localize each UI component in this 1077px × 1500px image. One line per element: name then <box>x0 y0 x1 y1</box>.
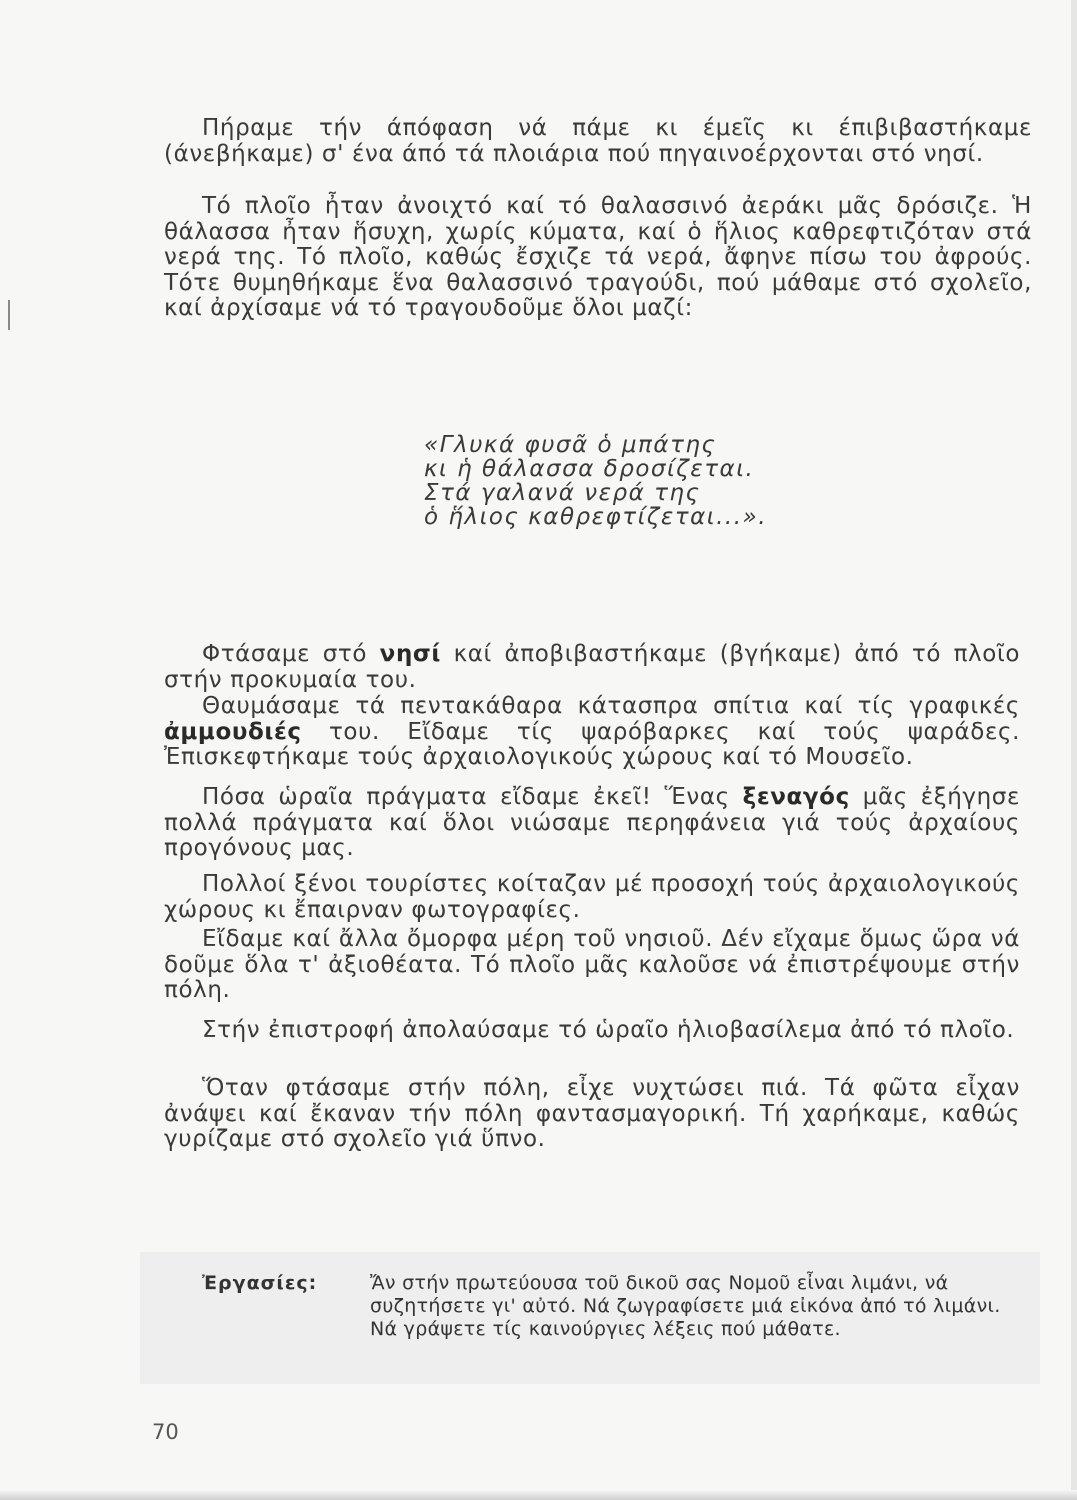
poem-line: ὁ ἥλιος καθρεφτίζεται...». <box>424 504 768 530</box>
paragraph-guide <box>164 785 1020 862</box>
paragraph-sights <box>164 927 1020 1004</box>
keyword-island: νησί <box>379 641 441 667</box>
paragraph-arrival-text-a: Φτάσαμε στό <box>202 641 380 667</box>
paragraph-night-text: Ὅταν φτάσαμε στήν πόλη, εἶχε νυχτώσει πιά. Τά φῶτα εἶχαν ἀνάψει καί ἔκαναν τήν πόλη φαντασμαγορική. Τή χαρήκαμε, καθώς γυρίζαμε στό σχολεῖο γιά ὕπνο. <box>164 1075 1020 1152</box>
poem-line: Στά γαλανά νερά της <box>424 480 701 506</box>
paragraph-sights-text: Εἴδαμε καί ἄλλα ὄμορφα μέρη τοῦ νησιοῦ. Δέν εἴχαμε ὅμως ὥρα νά δοῦμε ὅλα τ' ἀξιοθέατα. Τό πλοῖο μᾶς καλοῦσε νά ἐπιστρέψουμε στήν πόλη. <box>164 926 1020 1003</box>
paragraph-return <box>164 1018 1020 1044</box>
paragraph-intro-1 <box>164 116 1032 167</box>
poem-line: «Γλυκά φυσᾶ ὁ μπάτης <box>424 432 717 458</box>
page-edge <box>1071 0 1077 1500</box>
paragraph-arrival <box>164 642 1020 693</box>
margin-mark <box>8 300 10 330</box>
paragraph-admire-text-a: Θαυμάσαμε τά πεντακάθαρα κάτασπρα σπίτια καί τίς γραφικές <box>202 693 1020 719</box>
keyword-guide: ξεναγός <box>742 784 850 810</box>
paragraph-admire <box>164 694 1020 771</box>
paragraph-intro-2-text: Τό πλοῖο ἦταν ἀνοιχτό καί τό θαλασσινό ἀεράκι μᾶς δρόσιζε. Ἡ θάλασσα ἦταν ἥσυχη, χωρίς κύματα, καί ὁ ἥλιος καθρεφτιζόταν στά νερά της. Τό πλοῖο, καθώς ἔσχιζε τά νερά, ἄφηνε πίσω του ἀφρούς. Τότε θυμηθήκαμε ἕνα θαλασσινό τραγούδι, πού μάθαμε στό σχολεῖο, καί ἀρχίσαμε νά τό τραγουδοῦμε ὅλοι μαζί: <box>164 193 1032 321</box>
tasks-label: Ἐργασίες: <box>202 1272 318 1294</box>
poem-line: κι ἡ θάλασσα δροσίζεται. <box>424 456 755 482</box>
paragraph-return-text: Στήν ἐπιστροφή ἀπολαύσαμε τό ὡραῖο ἡλιοβασίλεμα ἀπό τό πλοῖο. <box>202 1017 1015 1043</box>
paragraph-admire-text-b: του. Εἴδαμε τίς ψαρόβαρκες καί τούς ψαράδες. Ἐπισκεφτήκαμε τούς ἀρχαιολογικούς χώρους καί τό Μουσεῖο. <box>164 718 1020 770</box>
keyword-beaches: ἀμμουδιές <box>164 718 302 745</box>
paragraph-intro-2 <box>164 194 1032 322</box>
paragraph-tourists-text: Πολλοί ξένοι τουρίστες κοίταζαν μέ προσοχή τούς ἀρχαιολογικούς χώρους κι ἔπαιρναν φωτογραφίες. <box>164 871 1020 923</box>
paragraph-intro-1-text: Πήραμε τήν άπόφαση νά πάμε κι έμεῖς κι έπιβιβαστήκαμε (άνεβήκαμε) σ' ένα άπό τά πλοιάρια πού πηγαινοέρχονται στό νησί. <box>164 115 1032 167</box>
tasks-box <box>140 1252 1040 1384</box>
paragraph-tourists <box>164 872 1020 923</box>
page-bottom-shadow <box>0 1490 1077 1500</box>
paragraph-guide-text-a: Πόσα ὡραῖα πράγματα εἴδαμε ἐκεῖ! Ἕνας <box>202 784 743 810</box>
paragraph-guide-text-b: μᾶς ἐξήγησε πολλά πράγματα καί ὅλοι νιώσαμε περηφάνεια γιά τούς ἀρχαίους προγόνους μας. <box>164 784 1020 861</box>
paragraph-arrival-text-b: καί ἀποβιβαστήκαμε (βγήκαμε) ἀπό τό πλοῖο στήν προκυμαία του. <box>164 641 1020 693</box>
page-number: 70 <box>152 1420 179 1444</box>
tasks-text: Ἄν στήν πρωτεύουσα τοῦ δικοῦ σας Νομοῦ εἶναι λιμάνι, νά συζητήσετε γι' αὐτό. Νά ζωγραφίσετε μιά εἰκόνα ἀπό τό λιμάνι. Νά γράψετε τίς καινούργιες λέξεις πού μάθατε. <box>370 1272 1001 1340</box>
paragraph-night <box>164 1076 1020 1153</box>
poem <box>424 433 767 529</box>
